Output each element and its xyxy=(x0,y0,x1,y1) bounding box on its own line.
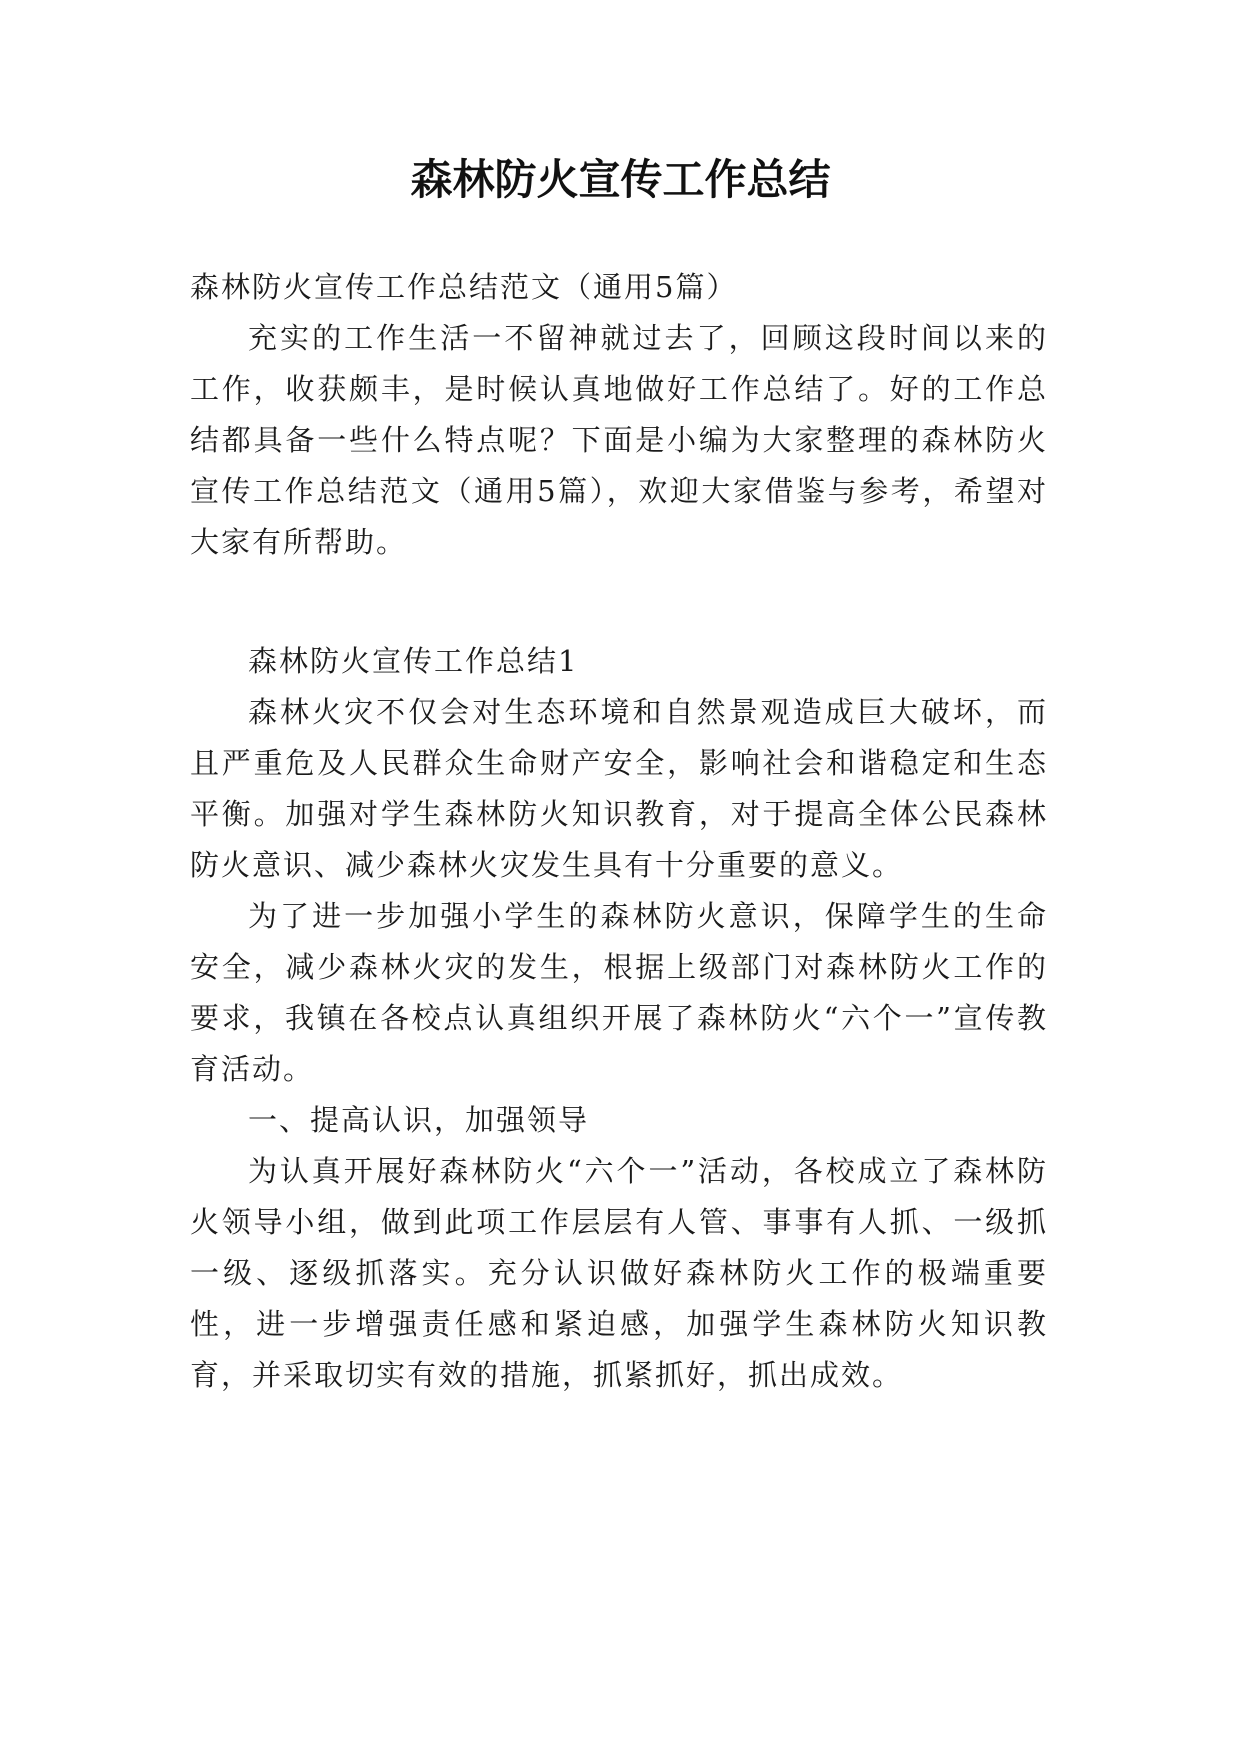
section-heading: 森林防火宣传工作总结1 xyxy=(248,644,579,678)
section-spacer xyxy=(190,568,1048,636)
subsection-heading: 一、提高认识，加强领导 xyxy=(248,1103,590,1137)
body-paragraph: 森林火灾不仅会对生态环境和自然景观造成巨大破坏，而且严重危及人民群众生命财产安全，影响社会和谐稳定和生态平衡。加强对学生森林防火知识教育，对于提高全体公民森林防火意识、减少森林火灾发生具有十分重要的意义。 xyxy=(190,695,1048,882)
document-subtitle: 森林防火宣传工作总结范文（通用5篇） xyxy=(190,270,738,304)
body-paragraph: 为认真开展好森林防火“六个一”活动，各校成立了森林防火领导小组，做到此项工作层层有人管、事事有人抓、一级抓一级、逐级抓落实。充分认识做好森林防火工作的极端重要性，进一步增强责任感和紧迫感，加强学生森林防火知识教育，并采取切实有效的措施，抓紧抓好，抓出成效。 xyxy=(190,1154,1048,1392)
body-paragraph: 为了进一步加强小学生的森林防火意识，保障学生的生命安全，减少森林火灾的发生，根据上级部门对森林防火工作的要求，我镇在各校点认真组织开展了森林防火“六个一”宣传教育活动。 xyxy=(190,899,1048,1086)
document-title: 森林防火宣传工作总结 xyxy=(410,155,831,204)
intro-paragraph: 充实的工作生活一不留神就过去了，回顾这段时间以来的工作，收获颇丰，是时候认真地做好工作总结了。好的工作总结都具备一些什么特点呢？下面是小编为大家整理的森林防火宣传工作总结范文（通用5篇），欢迎大家借鉴与参考，希望对大家有所帮助。 xyxy=(190,321,1048,559)
document-body xyxy=(190,262,1048,1401)
